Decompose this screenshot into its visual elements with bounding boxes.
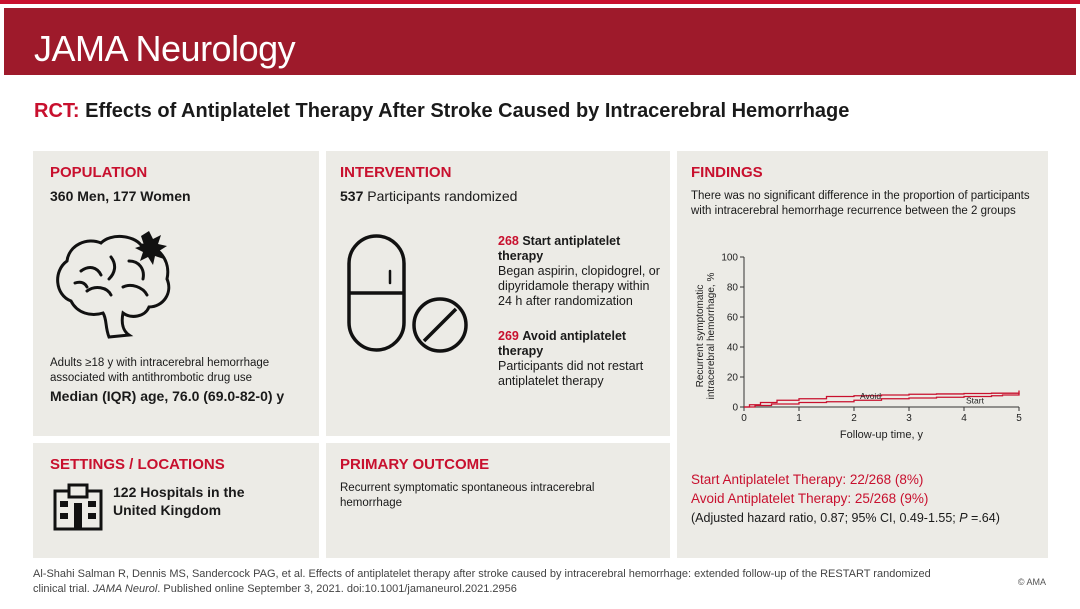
top-rule (0, 0, 1080, 4)
avoid-label: Avoid antiplatelet therapy (498, 329, 627, 358)
kaplan-meier-chart (688, 248, 1040, 448)
outcome-panel (326, 443, 670, 558)
population-heading: POPULATION (50, 164, 148, 181)
y-tick-label: 0 (732, 402, 738, 414)
outcome-heading: PRIMARY OUTCOME (340, 456, 490, 473)
settings-heading: SETTINGS / LOCATIONS (50, 456, 225, 473)
intervention-heading: INTERVENTION (340, 164, 452, 181)
citation-journal: JAMA Neurol (92, 583, 158, 595)
pill-icon (346, 233, 471, 358)
x-tick-label: 0 (741, 413, 747, 424)
citation-part2: . Published online September 3, 2021. doi:10.1001/jamaneurol.2021.2956 (157, 583, 517, 595)
x-axis-label: Follow-up time, y (839, 429, 924, 441)
settings-text: 122 Hospitals in the United Kingdom (113, 484, 245, 518)
citation-part1: Al-Shahi Salman R, Dennis MS, Sandercock PAG, et al. Effects of antiplatelet therapy after stroke caused by intracerebral hemorrhage: extended follow-up of the RESTART randomized clinical trial. (33, 568, 931, 595)
start-label: Start antiplatelet therapy (498, 234, 621, 263)
settings-panel (33, 443, 319, 558)
y-tick-label: 80 (726, 282, 738, 294)
citation (33, 567, 933, 597)
y-tick-label: 60 (726, 312, 738, 324)
x-tick-label: 1 (796, 413, 802, 424)
hospital-icon (53, 483, 103, 531)
population-description: Adults ≥18 y with intracerebral hemorrhage associated with antithrombotic drug use (50, 357, 270, 384)
journal-title: JAMA Neurology (34, 28, 296, 69)
x-tick-label: 5 (1016, 413, 1022, 424)
x-tick-label: 3 (906, 413, 912, 424)
y-axis-label: intracerebral hemorrhage, % (706, 272, 717, 400)
avoid-result: Avoid Antiplatelet Therapy: 25/268 (9%) (691, 491, 929, 506)
randomized-count: 537 (340, 188, 364, 204)
randomized-text: Participants randomized (367, 188, 518, 204)
hr-p: P (959, 511, 968, 525)
title-text: Effects of Antiplatelet Therapy After Stroke Caused by Intracerebral Hemorrhage (85, 100, 850, 122)
y-tick-label: 40 (726, 342, 738, 354)
hazard-ratio (691, 511, 1000, 525)
avoid-count: 269 (498, 329, 519, 343)
x-tick-label: 4 (961, 413, 967, 424)
start-group (498, 234, 663, 309)
copyright: © AMA (1017, 577, 1046, 587)
outcome-text: Recurrent symptomatic spontaneous intracerebral hemorrhage (340, 482, 595, 509)
avoid-description: Participants did not restart antiplatelet therapy (498, 359, 644, 388)
start-count: 268 (498, 234, 519, 248)
hr-suffix: =.64) (967, 511, 1000, 525)
header-banner (4, 8, 1076, 75)
title-prefix: RCT: (34, 100, 80, 122)
x-tick-label: 2 (851, 413, 857, 424)
hr-prefix: (Adjusted hazard ratio, 0.87; 95% CI, 0.49-1.55; (691, 511, 960, 525)
series-label-avoid: Avoid (859, 390, 882, 401)
findings-heading: FINDINGS (691, 164, 763, 181)
avoid-group (498, 329, 663, 389)
series-label-start: Start (966, 395, 984, 406)
start-result: Start Antiplatelet Therapy: 22/268 (8%) (691, 472, 924, 487)
randomized-line (340, 188, 517, 204)
start-description: Began aspirin, clopidogrel, or dipyridamole therapy within 24 h after randomization (498, 264, 660, 308)
y-axis-label: Recurrent symptomatic (695, 284, 706, 388)
intervention-panel (326, 151, 670, 436)
y-tick-label: 100 (721, 252, 738, 264)
brain-icon (51, 231, 176, 341)
population-panel (33, 151, 319, 436)
population-age: Median (IQR) age, 76.0 (69.0-82-0) y (50, 388, 285, 404)
y-tick-label: 20 (726, 372, 738, 384)
population-counts: 360 Men, 177 Women (50, 188, 191, 204)
page-title (34, 100, 849, 123)
findings-text: There was no significant difference in the proportion of participants with intracerebral hemorrhage recurrence between the 2 groups (691, 190, 1030, 217)
